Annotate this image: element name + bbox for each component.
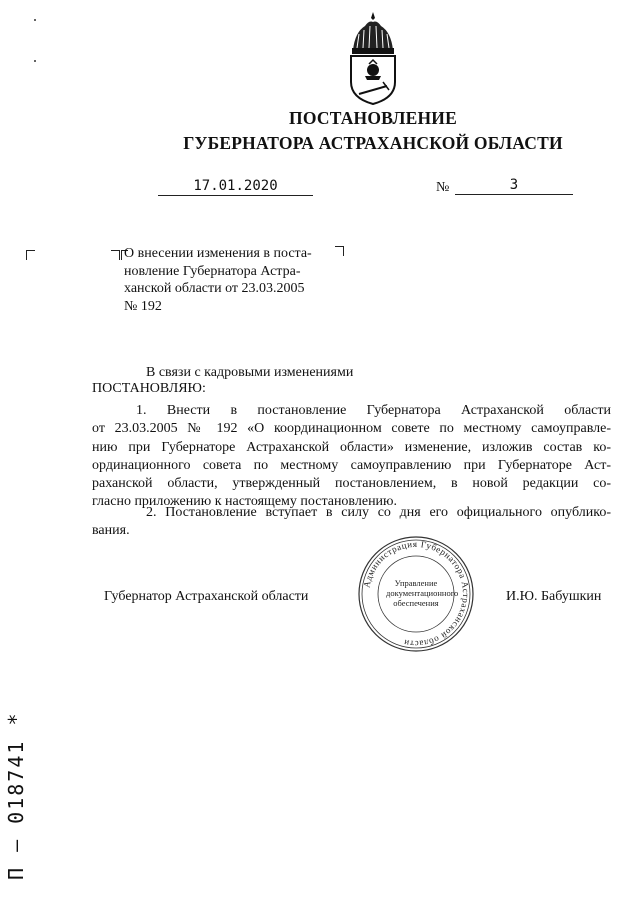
- paragraph-line: 1. Внести в постановление Губернатора Астраханской области: [136, 403, 611, 418]
- document-subject: [124, 245, 335, 315]
- subject-line: № 192: [124, 298, 162, 314]
- paragraph-line: ординационного совета по местному самоуправлению при Губернаторе Аст-: [92, 457, 611, 473]
- paragraph-1: [92, 402, 611, 512]
- seal-inner-line: Управление: [394, 578, 438, 588]
- number-label: №: [436, 180, 450, 195]
- paragraph-line: гласно приложению к настоящему постановлению.: [92, 494, 398, 510]
- paragraph-line: вания.: [92, 523, 130, 539]
- paragraph-line: нию при Губернаторе Астраханской области» изменение, изложив состав ко-: [92, 439, 611, 455]
- decree-word: ПОСТАНОВЛЯЮ:: [92, 381, 206, 396]
- signatory-name: И.Ю. Бабушкин: [506, 589, 602, 604]
- seal-inner-line: документационного: [386, 588, 459, 598]
- corner-mark-left: [26, 250, 35, 260]
- paragraph-line: раханской области, утвержденный постановлением, в новой редакции со-: [92, 476, 611, 492]
- corner-mark-right: [335, 246, 344, 256]
- scan-speck: [34, 19, 36, 21]
- coat-of-arms-emblem: [343, 10, 403, 106]
- document-number: 3: [455, 177, 573, 195]
- document-title: ПОСТАНОВЛЕНИЕ: [289, 108, 457, 128]
- document-authority: ГУБЕРНАТОРА АСТРАХАНСКОЙ ОБЛАСТИ: [183, 133, 563, 153]
- subject-line: ханской области от 23.03.2005: [124, 281, 305, 296]
- seal-outer-text: Администрация Губернатора Астраханской области: [361, 538, 472, 650]
- paragraph-2: [92, 504, 611, 541]
- paragraph-line: от 23.03.2005 № 192 «О координационном совете по местному самоуправле-: [92, 421, 611, 437]
- signatory-position: Губернатор Астраханской области: [104, 589, 309, 604]
- preamble: В связи с кадровыми изменениями: [146, 365, 354, 380]
- document-date: 17.01.2020: [158, 178, 313, 196]
- seal-inner-line: обеспечения: [393, 598, 439, 608]
- subject-line: новление Губернатора Астра-: [124, 263, 301, 279]
- serial-number: П – 018741 *: [4, 711, 28, 880]
- paragraph-line: 2. Постановление вступает в силу со дня его официального опублико-: [146, 505, 611, 520]
- seal-inner-text: [386, 578, 459, 608]
- subject-line: О внесении изменения в поста-: [124, 246, 312, 261]
- scan-speck: [34, 60, 36, 62]
- corner-mark-mid: [111, 250, 120, 260]
